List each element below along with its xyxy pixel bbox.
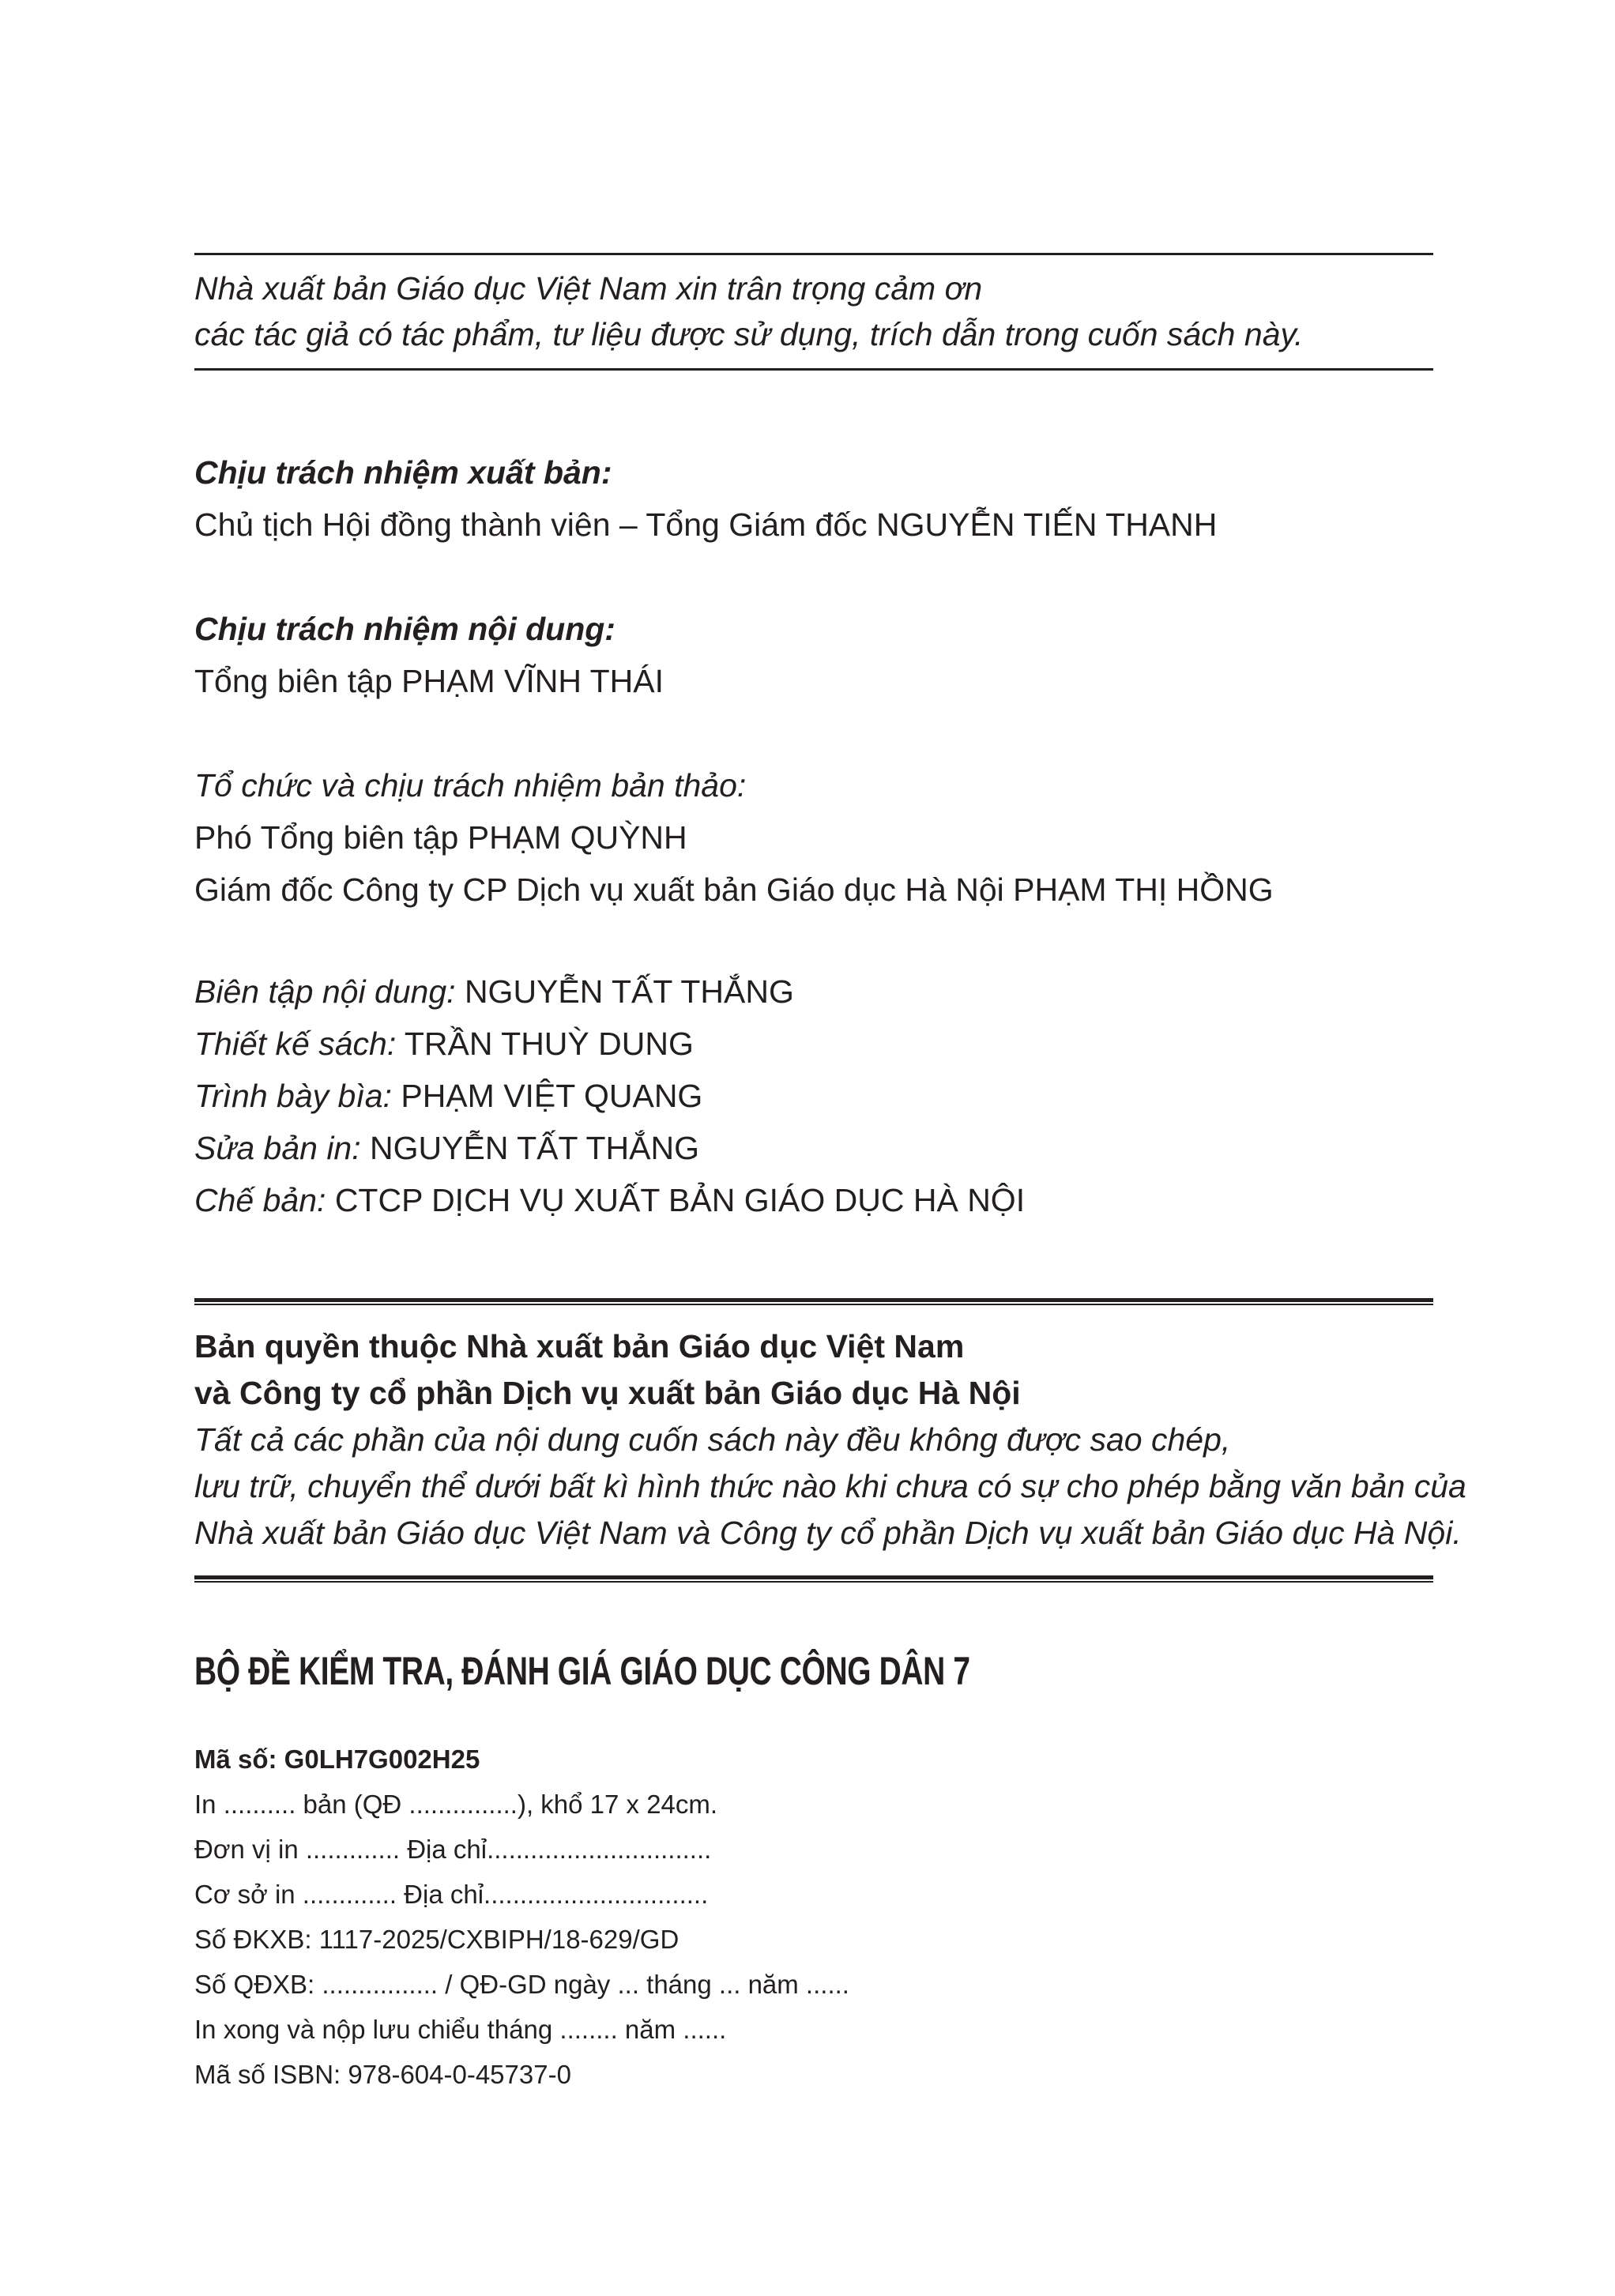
staff-credits <box>194 965 1433 1226</box>
imprint-line-print-facility: Cơ sở in ............. Địa chỉ............................... <box>194 1880 709 1909</box>
copyright-top-rule <box>194 1298 1433 1305</box>
staff-name: TRẦN THUỲ DUNG <box>404 1026 694 1062</box>
imprint-line-deposit: In xong và nộp lưu chiểu tháng ........ năm ...... <box>194 2015 727 2044</box>
imprint-line-print-run: In .......... bản (QĐ ...............), khổ 17 x 24cm. <box>194 1790 718 1819</box>
imprint-line-isbn: Mã số ISBN: 978-604-0-45737-0 <box>194 2060 571 2089</box>
acknowledgement-block <box>194 265 1433 357</box>
book-code: Mã số: G0LH7G002H25 <box>194 1745 480 1774</box>
imprint-line-decision: Số QĐXB: ................ / QĐ-GD ngày ... tháng ... năm ...... <box>194 1970 849 1999</box>
staff-role: Biên tập nội dung: <box>194 973 456 1010</box>
publishing-responsibility <box>194 446 1433 551</box>
manuscript-responsibility-label: Tổ chức và chịu trách nhiệm bản thảo: <box>194 767 747 804</box>
book-title: BỘ ĐỀ KIỂM TRA, ĐÁNH GIÁ GIÁO DỤC CÔNG DÂN 7 <box>194 1649 970 1693</box>
staff-credit-row <box>194 1122 1433 1174</box>
staff-credit-row <box>194 965 1433 1018</box>
content-responsibility-value: Tổng biên tập PHẠM VĨNH THÁI <box>194 663 664 699</box>
imprint-line-registration: Số ĐKXB: 1117-2025/CXBIPH/18-629/GD <box>194 1925 680 1954</box>
acknowledgement-bottom-rule <box>194 368 1433 371</box>
imprint-line-printer: Đơn vị in ............. Địa chỉ............................... <box>194 1835 712 1864</box>
copyright-body-line-2: lưu trữ, chuyển thể dưới bất kì hình thức nào khi chưa có sự cho phép bằng văn bản của <box>194 1468 1466 1504</box>
manuscript-responsibility <box>194 759 1433 916</box>
content-responsibility-label: Chịu trách nhiệm nội dung: <box>194 611 616 647</box>
copyright-block <box>194 1323 1466 1556</box>
staff-role: Chế bản: <box>194 1182 326 1218</box>
content-responsibility <box>194 603 1433 707</box>
staff-role: Trình bày bìa: <box>194 1078 392 1114</box>
acknowledgement-line-2: các tác giả có tác phẩm, tư liệu được sử dụng, trích dẫn trong cuốn sách này. <box>194 316 1304 352</box>
publishing-responsibility-value: Chủ tịch Hội đồng thành viên – Tổng Giám đốc NGUYỄN TIẾN THANH <box>194 506 1218 543</box>
copyright-body-line-3: Nhà xuất bản Giáo dục Việt Nam và Công ty cổ phần Dịch vụ xuất bản Giáo dục Hà Nội. <box>194 1515 1462 1551</box>
imprint-details <box>194 1737 1433 2097</box>
copyright-heading-line-2: và Công ty cổ phần Dịch vụ xuất bản Giáo dục Hà Nội <box>194 1375 1021 1411</box>
copyright-bottom-rule <box>194 1575 1433 1583</box>
staff-credit-row <box>194 1070 1433 1122</box>
manuscript-responsibility-line-2: Giám đốc Công ty CP Dịch vụ xuất bản Giáo dục Hà Nội PHẠM THỊ HỒNG <box>194 871 1274 908</box>
acknowledgement-line-1: Nhà xuất bản Giáo dục Việt Nam xin trân trọng cảm ơn <box>194 270 983 307</box>
staff-name: NGUYỄN TẤT THẮNG <box>370 1130 699 1166</box>
staff-name: NGUYỄN TẤT THẮNG <box>464 973 794 1010</box>
staff-credit-row <box>194 1018 1433 1070</box>
staff-name: PHẠM VIỆT QUANG <box>401 1078 703 1114</box>
top-rule <box>194 253 1433 255</box>
staff-credit-row <box>194 1174 1433 1226</box>
staff-name: CTCP DỊCH VỤ XUẤT BẢN GIÁO DỤC HÀ NỘI <box>334 1182 1026 1218</box>
staff-role: Sửa bản in: <box>194 1130 361 1166</box>
manuscript-responsibility-line-1: Phó Tổng biên tập PHẠM QUỲNH <box>194 819 687 856</box>
copyright-body-line-1: Tất cả các phần của nội dung cuốn sách này đều không được sao chép, <box>194 1421 1231 1458</box>
copyright-heading-line-1: Bản quyền thuộc Nhà xuất bản Giáo dục Việt Nam <box>194 1328 965 1364</box>
staff-role: Thiết kế sách: <box>194 1026 397 1062</box>
publishing-responsibility-label: Chịu trách nhiệm xuất bản: <box>194 454 612 491</box>
